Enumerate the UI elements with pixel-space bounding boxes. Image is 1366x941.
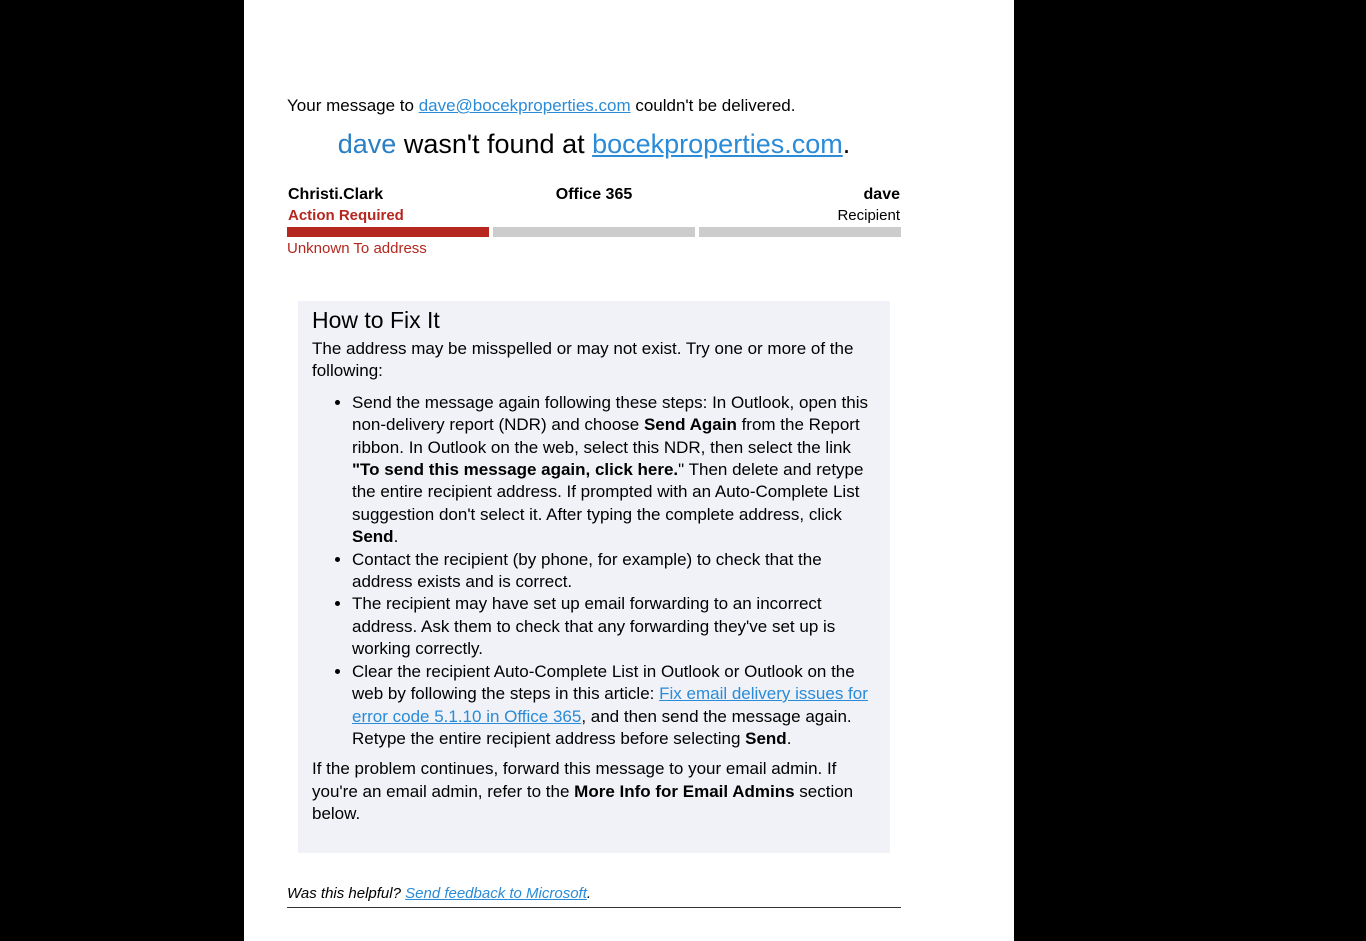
step-text: . — [786, 728, 792, 748]
delivery-path — [287, 185, 901, 265]
step-emphasis: Send — [745, 728, 787, 748]
hop-server-bar — [493, 227, 695, 237]
headline — [287, 127, 901, 161]
fix-intro: The address may be misspelled or may not exist. Try one or more of the following: — [312, 339, 854, 381]
fix-step: • Contact the recipient (by phone, for example) to check that the address exists and is correct. — [352, 549, 876, 594]
error-detail: Unknown To address — [287, 240, 427, 257]
hop-sender-status: Action Required — [288, 207, 404, 224]
intro-prefix: Your message to — [287, 96, 419, 115]
email-message-body — [244, 0, 1014, 941]
headline-user: dave — [337, 129, 397, 159]
fix-article-link[interactable]: Fix email delivery issues for error code 5.1.10 in Office 365 — [352, 684, 868, 726]
step-text: from the Report ribbon. In Outlook on the web, select this NDR, then select the link — [352, 415, 860, 457]
outro-emphasis: More Info for Email Admins — [574, 781, 795, 801]
fix-outro — [312, 758, 876, 825]
outro-text: If the problem continues, forward this message to your email admin. If you're an email admin, refer to the — [312, 759, 837, 801]
feedback-question: Was this helpful? — [287, 885, 406, 902]
step-emphasis: "To send this message again, click here. — [352, 460, 679, 480]
step-text: . — [393, 527, 399, 547]
recipient-email-link[interactable]: dave@bocekproperties.com — [418, 96, 631, 115]
hop-recipient-bar — [699, 227, 901, 237]
fix-title: How to Fix It — [312, 307, 440, 333]
outro-text: section below. — [312, 781, 854, 824]
step-text: Clear the recipient Auto-Complete List in Outlook or Outlook on the web by following the steps in this article: — [352, 661, 855, 704]
headline-domain-link[interactable]: bocekproperties.com — [592, 129, 843, 159]
step-text: , and then send the message again. Retype the entire recipient address before selecting — [352, 706, 852, 748]
hop-recipient-status: Recipient — [837, 207, 900, 224]
hop-sender-name: Christi.Clark — [288, 186, 384, 203]
feedback-link[interactable]: Send feedback to Microsoft — [405, 885, 587, 902]
headline-middle: wasn't found at — [396, 129, 593, 159]
headline-end: . — [842, 129, 851, 159]
step-text: " Then delete and retype the entire recipient address. If prompted with an Auto-Complete List suggestion don't select it. After typing the complete address, click — [352, 460, 864, 524]
step-emphasis: Send Again — [643, 415, 737, 435]
step-emphasis: Send — [352, 527, 394, 547]
fix-step: • The recipient may have set up email forwarding to an incorrect address. Ask them to check that any forwarding they've set up is working correctly. — [352, 593, 876, 660]
hop-server-name: Office 365 — [555, 186, 633, 203]
fix-steps-list — [312, 392, 876, 751]
feedback-line — [287, 884, 901, 908]
feedback-end: . — [586, 885, 592, 902]
fix-step — [352, 661, 876, 751]
how-to-fix-section — [298, 301, 890, 853]
step-text: Send the message again following these steps: In Outlook, open this non-delivery report (NDR) and choose — [352, 392, 868, 435]
fix-step — [352, 392, 876, 549]
delivery-failure-intro — [287, 95, 795, 117]
hop-recipient-name: dave — [863, 186, 900, 203]
intro-suffix: couldn't be delivered. — [630, 96, 796, 115]
hop-sender-bar — [287, 227, 489, 237]
